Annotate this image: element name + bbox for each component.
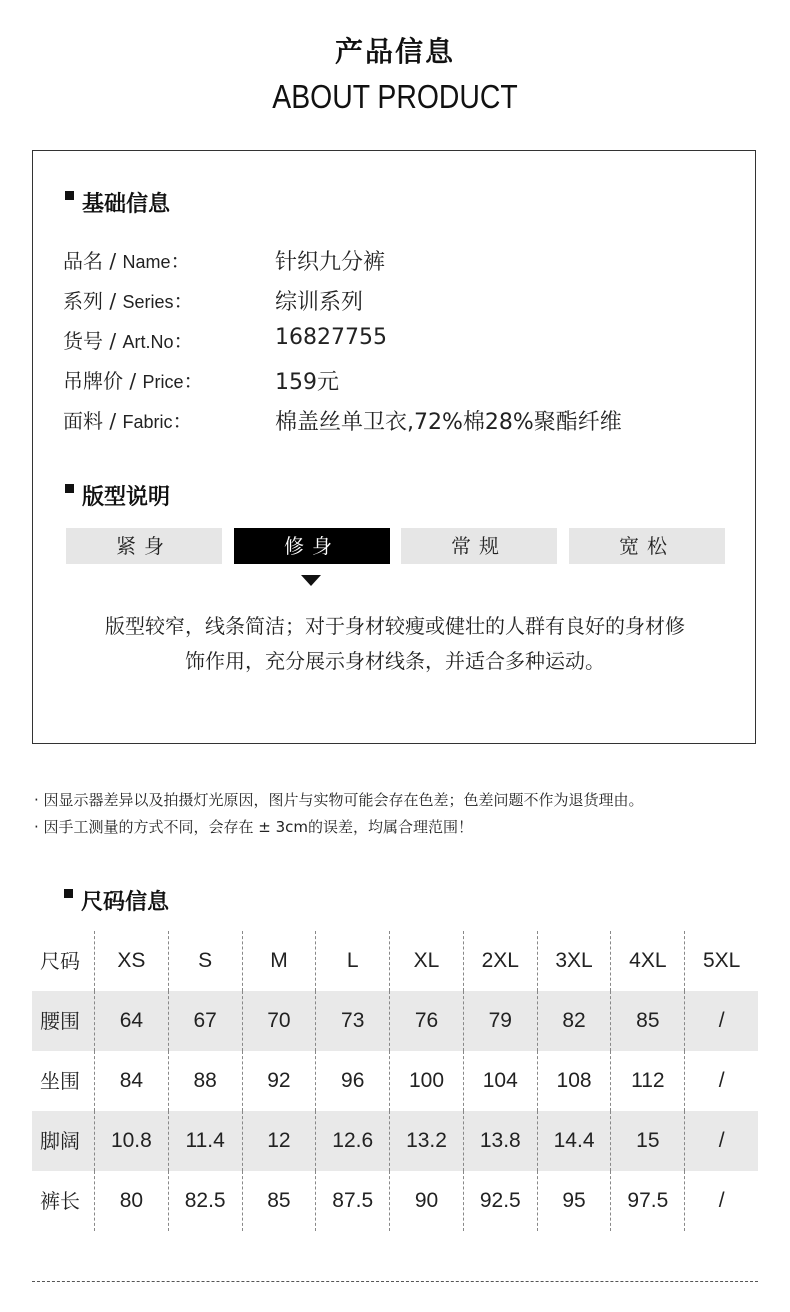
info-sep: ： [170, 249, 191, 273]
table-cell: 88 [168, 1051, 242, 1111]
square-bullet-icon [64, 889, 73, 898]
table-cell: 76 [389, 991, 463, 1051]
table-cell: 82.5 [168, 1171, 242, 1231]
table-cell: 85 [610, 991, 684, 1051]
info-label-en: Name [122, 252, 171, 272]
info-row-series [63, 285, 364, 315]
size-header-cell: L [315, 931, 389, 991]
table-cell: 13.2 [389, 1111, 463, 1171]
table-cell: 67 [168, 991, 242, 1051]
table-cell: 97.5 [610, 1171, 684, 1231]
table-row-label: 坐围 [40, 1069, 80, 1093]
size-header-cell: XS [94, 931, 168, 991]
table-cell: 12.6 [315, 1111, 389, 1171]
table-row [32, 1051, 758, 1111]
table-cell: 104 [463, 1051, 537, 1111]
table-cell: / [684, 1111, 758, 1171]
table-row [32, 991, 758, 1051]
table-cell: 70 [242, 991, 316, 1051]
info-sep: ： [183, 369, 204, 393]
size-header-cell: XL [389, 931, 463, 991]
size-header-cell: 尺码 [40, 949, 80, 973]
table-row-label: 裤长 [40, 1189, 80, 1213]
size-table [32, 931, 758, 1231]
square-bullet-icon [65, 191, 74, 200]
size-header-cell: 5XL [684, 931, 758, 991]
info-value: 16827755 [275, 325, 387, 350]
size-header-cell: 4XL [610, 931, 684, 991]
table-row-label: 脚阔 [40, 1129, 80, 1153]
fit-description-line: 饰作用，充分展示身材线条，并适合多种运动。 [185, 649, 605, 673]
table-cell: 13.8 [463, 1111, 537, 1171]
info-value: 综训系列 [275, 290, 364, 315]
info-label-en: Series [122, 292, 174, 312]
info-label-en: Fabric [122, 412, 173, 432]
page-subtitle: ABOUT PRODUCT [272, 78, 518, 115]
info-label-en: Price [142, 372, 184, 392]
info-label: 面料 / [63, 409, 123, 433]
basic-info-title: 基础信息 [82, 192, 171, 217]
table-row [32, 1171, 758, 1231]
fit-option-tight[interactable]: 紧身 [66, 528, 222, 564]
table-cell: 84 [94, 1051, 168, 1111]
fit-option-regular[interactable]: 常规 [401, 528, 557, 564]
page-title: 产品信息 [334, 35, 455, 68]
bottom-divider [32, 1281, 758, 1282]
table-cell: 64 [94, 991, 168, 1051]
table-cell: / [684, 1051, 758, 1111]
info-value: 针织九分裤 [275, 250, 386, 275]
table-cell: 73 [315, 991, 389, 1051]
info-row-artno [63, 325, 387, 355]
size-header-row [32, 931, 758, 991]
info-sep: ： [173, 329, 194, 353]
table-cell: 14.4 [537, 1111, 611, 1171]
table-cell: 100 [389, 1051, 463, 1111]
table-cell: 11.4 [168, 1111, 242, 1171]
table-cell: 10.8 [94, 1111, 168, 1171]
size-header-cell: M [242, 931, 316, 991]
info-row-name [63, 245, 386, 275]
table-row [32, 1111, 758, 1171]
table-cell: / [684, 991, 758, 1051]
info-label-en: Art.No [122, 332, 174, 352]
size-header-cell: S [168, 931, 242, 991]
info-value: 159元 [275, 370, 339, 395]
table-cell: 95 [537, 1171, 611, 1231]
info-sep: ： [172, 409, 193, 433]
table-cell: 87.5 [315, 1171, 389, 1231]
square-bullet-icon [65, 484, 74, 493]
table-cell: / [684, 1171, 758, 1231]
table-cell: 92.5 [463, 1171, 537, 1231]
size-heading [64, 885, 169, 916]
table-cell: 12 [242, 1111, 316, 1171]
fit-option-slim[interactable]: 修身 [234, 528, 390, 564]
table-row-label: 腰围 [40, 1009, 80, 1033]
selected-indicator-icon [301, 575, 321, 586]
table-cell: 82 [537, 991, 611, 1051]
table-cell: 112 [610, 1051, 684, 1111]
table-cell: 92 [242, 1051, 316, 1111]
info-row-fabric [63, 405, 622, 435]
fit-description [53, 609, 737, 679]
size-title: 尺码信息 [81, 890, 170, 915]
table-cell: 15 [610, 1111, 684, 1171]
table-cell: 96 [315, 1051, 389, 1111]
info-sep: ： [173, 289, 194, 313]
fit-description-line: 版型较窄，线条简洁；对于身材较瘦或健壮的人群有良好的身材修 [105, 614, 685, 638]
info-label: 吊牌价 / [63, 369, 143, 393]
table-cell: 85 [242, 1171, 316, 1231]
size-header-cell: 3XL [537, 931, 611, 991]
table-cell: 79 [463, 991, 537, 1051]
info-value: 棉盖丝单卫衣,72%棉28%聚酯纤维 [275, 410, 622, 435]
measure-note: · 因手工测量的方式不同，会存在 ± 3cm的误差，均属合理范围！ [34, 818, 474, 836]
color-note: · 因显示器差异以及拍摄灯光原因，图片与实物可能会存在色差；色差问题不作为退货理由。 [34, 791, 644, 809]
basic-info-heading [65, 187, 170, 218]
table-cell: 108 [537, 1051, 611, 1111]
table-cell: 90 [389, 1171, 463, 1231]
table-cell: 80 [94, 1171, 168, 1231]
fit-option-loose[interactable]: 宽松 [569, 528, 725, 564]
size-header-cell: 2XL [463, 931, 537, 991]
fit-heading [65, 480, 170, 511]
info-label: 系列 / [63, 289, 123, 313]
info-label: 品名 / [63, 249, 123, 273]
info-row-price [63, 365, 339, 395]
product-info-box [32, 150, 756, 744]
info-label: 货号 / [63, 329, 123, 353]
fit-title: 版型说明 [82, 485, 171, 510]
